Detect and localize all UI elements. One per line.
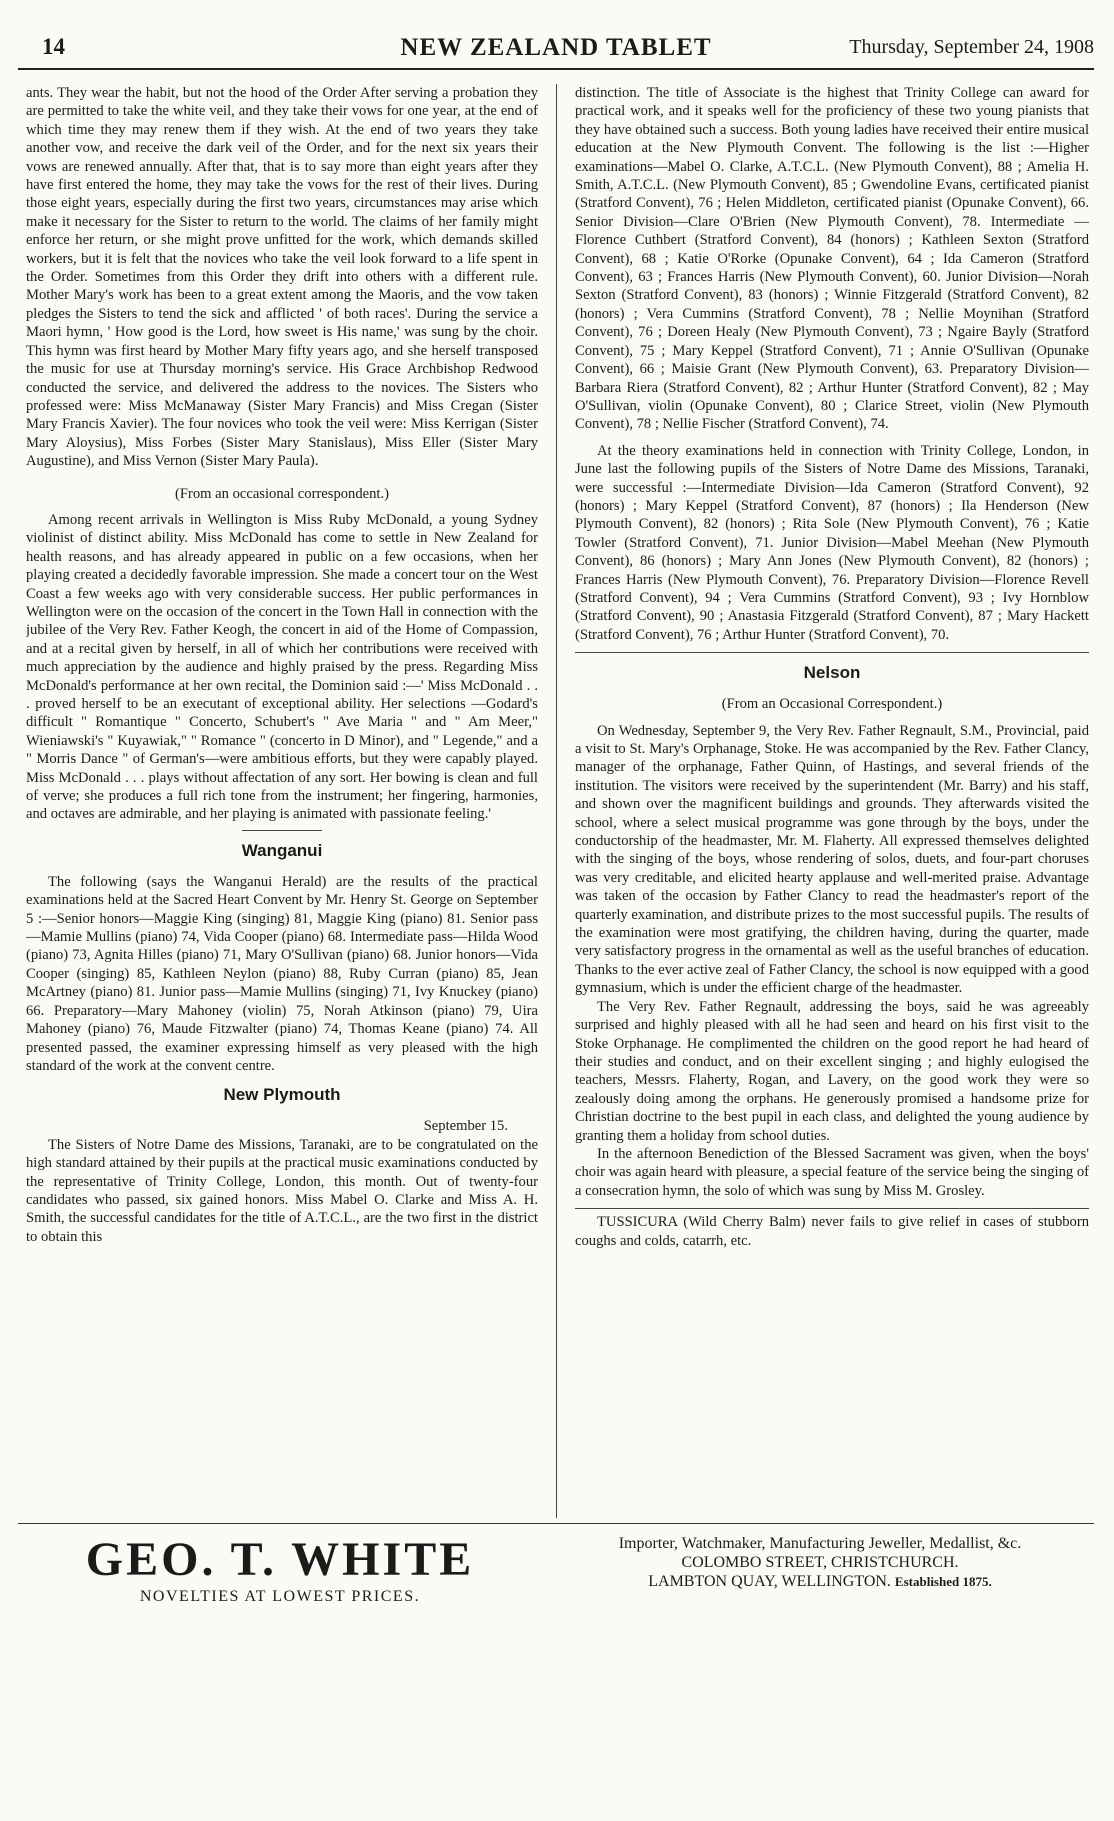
article-paragraph: At the theory examinations held in connection with Trinity College, London, in June last the following pupils of the Sisters of Notre Dame des Missions, Taranaki, were successful :—Intermediate Division—Ida Cameron (Stratford Convent), 92 (honors) ; Mary Keppel (Stratford Convent), 87 (honors) ; Ila Henderson (New Plymouth Convent), 82 (honors) ; Rita Sole (New Plymouth Convent), 76 ; Katie Towler (Stratford Convent), 71. Junior Division—Mabel Meehan (New Plymouth Convent), 86 (honors) ; Mary Ann Jones (New Plymouth Convent), 82 (honors) ; Frances Harris (New Plymouth Convent), 76. Preparatory Division—Florence Revell (Stratford Convent), 94 ; Vera Cummins (Stratford Convent), 93 ; Ivy Hornblow (Stratford Convent), 90 ; Anastasia Fitzgerald (Stratford Convent), 87 ; Mary Hackett (Stratford Convent), 76 ; Arthur Hunter (Stratford Convent), 70. (575, 442, 1089, 643)
advertiser-name: GEO. T. WHITE (85, 1533, 475, 1586)
issue-date: Thursday, September 24, 1908 (849, 36, 1094, 58)
section-heading-nelson: Nelson (803, 663, 861, 683)
left-column (26, 84, 538, 1481)
advertiser-tagline: NOVELTIES AT LOWEST PRICES. (139, 1588, 421, 1605)
correspondent-byline: (From an occasional correspondent.) (175, 485, 389, 502)
section-rule (575, 652, 1089, 653)
section-heading-wanganui: Wanganui (241, 840, 323, 860)
header-rule (18, 68, 1094, 70)
section-heading-new-plymouth: New Plymouth (223, 1085, 341, 1105)
advertiser-address-christchurch: COLOMBO STREET, CHRISTCHURCH. (681, 1554, 959, 1571)
column-divider (556, 84, 557, 1518)
article-paragraph: In the afternoon Benediction of the Blessed Sacrament was given, when the boys' choir was again heard with pleasure, a special feature of the service being the singing of a consecration hymn, the solo of which was sung by Miss M. Grosley. (575, 1145, 1089, 1199)
advertisement-rule (18, 1523, 1094, 1524)
dateline: September 15. (423, 1118, 508, 1135)
right-column (575, 84, 1089, 1481)
page-number: 14 (42, 34, 65, 59)
article-paragraph: distinction. The title of Associate is the highest that Trinity College can award for practical work, and it speaks well for the proficiency of these two young pianists that they have obtained such a success. Both young ladies have received their entire musical education at the New Plymouth Convent. The following is the list :—Higher examinations—Mabel O. Clarke, A.T.C.L. (New Plymouth Convent), 88 ; Amelia H. Smith, A.T.C.L. (New Plymouth Convent), 85 ; Gwendoline Evans, certificated pianist (Stratford Convent), 76 ; Helen Middleton, certificated pianist (Opunake Convent), 66. Senior Division—Clare O'Brien (New Plymouth Convent), 78. Intermediate — Florence Cuthbert (Stratford Convent), 84 (honors) ; Kathleen Sexton (Stratford Convent), 68 ; Katie O'Rorke (Opunake Convent), 64 ; Ida Cameron (Stratford Convent), 63 ; Frances Harris (New Plymouth Convent), 60. Junior Division—Norah Sexton (Stratford Convent), 83 (honors) ; Winnie Fitzgerald (Stratford Convent), 82 (honors) ; Vera Cummins (Stratford Convent), 78 ; Nellie Moynihan (Stratford Convent), 76 ; Doreen Healy (New Plymouth Convent), 73 ; Ngaire Bayly (Stratford Convent), 75 ; Mary Keppel (Stratford Convent), 71 ; Annie O'Sullivan (Opunake Convent), 66 ; Maisie Grant (New Plymouth Convent), 63. Preparatory Division—Barbara Riera (Stratford Convent), 82 ; Arthur Hunter (Stratford Convent), 82 ; May O'Sullivan, violin (Opunake Convent), 80 ; Clarice Street, violin (New Plymouth Convent), 78 ; Nellie Fischer (Stratford Convent), 74. (575, 85, 1089, 433)
page-header (18, 34, 1094, 64)
established-year: Established 1875. (894, 1574, 992, 1589)
section-rule (575, 1208, 1089, 1209)
article-paragraph: On Wednesday, September 9, the Very Rev. Father Regnault, S.M., Provincial, paid a visit to St. Mary's Orphanage, Stoke. He was accompanied by the Rev. Father Clancy, manager of the orphanage, Father Quinn, of Hastings, and several friends of the institution. The visitors were received by the superintendent (Mr. Barry) and his staff, and shown over the magnificent buildings and grounds. They afterwards visited the school, where a select musical programme was gone through by the boys, under the conductorship of the headmaster, Mr. M. Flaherty. All expressed themselves delighted with the singing of the boys, whose rendering of solos, duets, and four-part choruses was very creditable, and elicited hearty applause and well-merited praise. Advantage was taken of the occasion by Father Clancy to read the headmaster's report of the quarterly examination, and distribute prizes to the most successful pupils. The results of the examination were most gratifying, the children having, during the quarter, made very satisfactory progress in the ornamental as well as the useful branches of education. Thanks to the ever active zeal of Father Clancy, the school is now equipped with a good gymnasium, which is under the efficient charge of the headmaster. (575, 722, 1089, 997)
article-paragraph: The following (says the Wanganui Herald) are the results of the practical examinations held at the Sacred Heart Convent by Mr. Henry St. George on September 5 :—Senior honors—Maggie King (singing) 81, Maggie King (piano) 81. Senior pass—Mamie Mullins (piano) 74, Vida Cooper (piano) 68. Intermediate pass—Hilda Wood (piano) 73, Agnita Hilles (piano) 71, Mary O'Sullivan (piano) 68. Junior honors—Vida Cooper (singing) 85, Kathleen Neylon (piano) 88, Ruby Curran (piano) 85, Jean McArtney (piano) 81. Junior pass—Mamie Mullins (singing) 71, Ivy Knuckey (piano) 66. Preparatory—Mary Mahoney (violin) 75, Norah Atkinson (piano) 79, Uira Mahoney (piano) 76, Maude Fitzwalter (piano) 74, Thomas Keane (piano) 74. All presented passed, the examiner expressing himself as very pleased with the high standard of the work at the convent centre. (26, 873, 538, 1074)
advertisement-notice: TUSSICURA (Wild Cherry Balm) never fails to give relief in cases of stubborn coughs and colds, catarrh, etc. (575, 1214, 1089, 1249)
article-paragraph: The Very Rev. Father Regnault, addressing the boys, said he was agreeably surprised and highly pleased with all he had seen and heard on his first visit to the Stoke Orphanage. He complimented the children on the good report he had heard of their studies and conduct, and on their excellent singing ; and highly eulogised the teachers, Messrs. Flaherty, Rogan, and Lavery, on the good work they were so zealously doing among the orphans. He generously promised a handsome prize for Christian doctrine to the best pupil in each class, and delighted the young audience by granting them a holiday from school duties. (575, 998, 1089, 1144)
advertiser-trades: Importer, Watchmaker, Manufacturing Jeweller, Medallist, &c. (618, 1535, 1022, 1552)
article-paragraph: Among recent arrivals in Wellington is Miss Ruby McDonald, a young Sydney violinist of distinct ability. Miss McDonald has come to settle in New Zealand for health reasons, and has already appeared in public on a few occasions, when her playing created a decidedly favorable impression. She made a concert tour on the West Coast a few weeks ago with very considerable success. Her public performances in Wellington were on the occasion of the concert in the Town Hall in connection with the jubilee of the Very Rev. Father Keogh, the concert in aid of the Home of Compassion, and at a recital given by herself, in all of which her contributions were received with much appreciation by the audience and highly praised by the press. Regarding Miss McDonald's performance at her own recital, the Dominion said :—' Miss McDonald . . . proved herself to be an executant of exceptional ability. Her selections —Godard's difficult " Romantique " Concerto, Schubert's " Ave Maria " and " Am Meer," Wieniawski's " Kuyawiak," " Romance " (concerto in D Minor), and " Legende," and a " Morris Dance " of German's—were ambitious efforts, but they were capably played. Miss McDonald . . . plays without affectation of any sort. Her bowing is clean and full of verve; she produces a full rich tone from the instrument; her fingering, harmonies, and octaves are admirable, and her playing is animated with passionate feeling.' (26, 511, 538, 823)
advertisement-details (560, 1534, 1080, 1591)
masthead-title: NEW ZEALAND TABLET (400, 34, 712, 61)
advertiser-address-wellington: LAMBTON QUAY, WELLINGTON. (648, 1573, 891, 1590)
section-rule (242, 830, 322, 831)
advertisement-brand (60, 1534, 500, 1606)
article-paragraph: ants. They wear the habit, but not the hood of the Order After serving a probation they are permitted to take the white veil, and they take their vows for one year, at the end of which time they may renew them if they wish. At the end of two years they take another vow, and receive the dark veil of the Order, and for the next six years their vows are renewed annually. After that, that is to say more than eight years after they have first entered the home, they may take the vows for the rest of their lives. During those eight years, especially during the first two years, circumstances may arise which make it necessary for the Sister to return to the world. The claims of her family might enforce her return, or she might prove unfitted for the work, which demands skilled workers, but it is felt that the novices who take the veil look forward to a life spent in the Order. Sometimes from this Order they drift into others with a different rule. Mother Mary's work has been to a great extent among the Maoris, and the vow taken pledges the Sisters to tend the sick and afflicted ' of both races'. During the service a Maori hymn, ' How good is the Lord, how sweet is His name,' was sung by the choir. This hymn was first heard by Mother Mary fifty years ago, and she herself transposed the music for use at Thursday morning's service. His Grace Archbishop Redwood conducted the service, and delivered the address to the novices. The Sisters who professed were: Miss McManaway (Sister Mary Francis) and Miss Cregan (Sister Mary Francis Xavier). The four novices who took the veil were: Miss Kerrigan (Sister Mary Aloysius), Miss Forbes (Sister Mary Stanislaus), Miss Eller (Sister Mary Augustine), and Miss Vernon (Sister Mary Paula). (26, 85, 538, 470)
correspondent-byline: (From an Occasional Correspondent.) (721, 696, 943, 713)
article-paragraph: The Sisters of Notre Dame des Missions, Taranaki, are to be congratulated on the high standard attained by their pupils at the practical music examinations conducted by the representative of Trinity College, London, this month. Out of twenty-four candidates who passed, six gained honors. Miss Mabel O. Clarke and Miss A. H. Smith, the successful candidates for the title of A.T.C.L., are the two first in the district to obtain this (26, 1136, 538, 1245)
